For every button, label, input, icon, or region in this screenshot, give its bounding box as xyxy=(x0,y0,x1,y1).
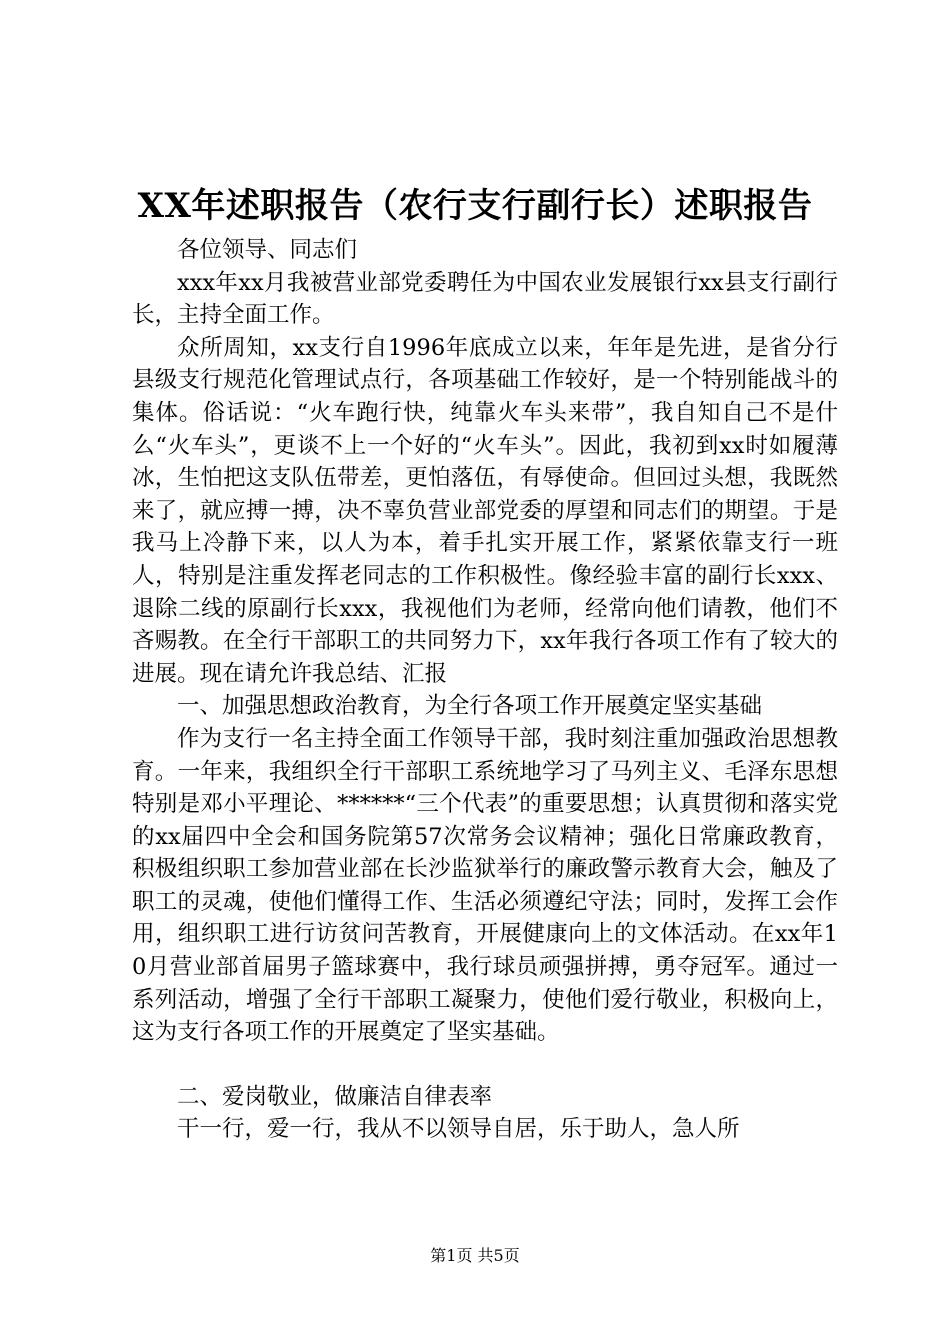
salutation-paragraph: 各位领导、同志们 xyxy=(177,237,358,263)
appointment-paragraph: xxx年xx月我被营业部党委聘任为中国农业发展银行xx县支行副行长，主持全面工作。 xyxy=(132,269,838,329)
section-heading-1: 一、加强思想政治教育，为全行各项工作开展奠定坚实基础 xyxy=(177,693,763,720)
document-title: XX年述职报告（农行支行副行长）述职报告 xyxy=(137,186,813,226)
section-1-paragraph: 作为支行一名主持全面工作领导干部，我时刻注重加强政治思想教育。一年来，我组织全行干部职工系统地学习了马列主义、毛泽东思想特别是邓小平理论、******“三个代表”的重要思想；认真贯彻和落实党的xx届四中全会和国务院第57次常务会议精神；强化日常廉政教育，积极组织职工参加营业部在长沙监狱举行的廉政警示教育大会，触及了职工的灵魂，使他们懂得工作、生活必须遵纪守法；同时，发挥工会作用，组织职工进行访贫问苦教育，开展健康向上的文体活动。在xx年10月营业部首届男子篮球赛中，我行球员顽强拼搏，勇夺冠军。通过一系列活动，增强了全行干部职工凝聚力，使他们爱行敬业，积极向上，这为支行各项工作的开展奠定了坚实基础。 xyxy=(132,725,838,1046)
section-heading-2: 二、爱岗敬业，做廉洁自律表率 xyxy=(177,1083,493,1110)
page-number-footer: 第1页 共5页 xyxy=(430,1246,520,1265)
section-2-paragraph: 干一行，爱一行，我从不以领导自居，乐于助人，急人所 xyxy=(177,1116,740,1143)
introduction-paragraph: 众所周知，xx支行自1996年底成立以来，年年是先进，是省分行县级支行规范化管理试点行，各项基础工作较好，是一个特别能战斗的集体。俗话说：“火车跑行快，纯靠火车头来带”，我自知自己不是什么“火车头”，更谈不上一个好的“火车头”。因此，我初到xx时如履薄冰，生怕把这支队伍带差，更怕落伍，有辱使命。但回过头想，我既然来了，就应搏一搏，决不辜负营业部党委的厚望和同志们的期望。于是我马上冷静下来，以人为本，着手扎实开展工作，紧紧依靠支行一班人，特别是注重发挥老同志的工作积极性。像经验丰富的副行长xxx、退除二线的原副行长xxx，我视他们为老师，经常向他们请教，他们不吝赐教。在全行干部职工的共同努力下，xx年我行各项工作有了较大的进展。现在请允许我总结、汇报 xyxy=(132,334,838,687)
document-body xyxy=(132,234,838,1146)
